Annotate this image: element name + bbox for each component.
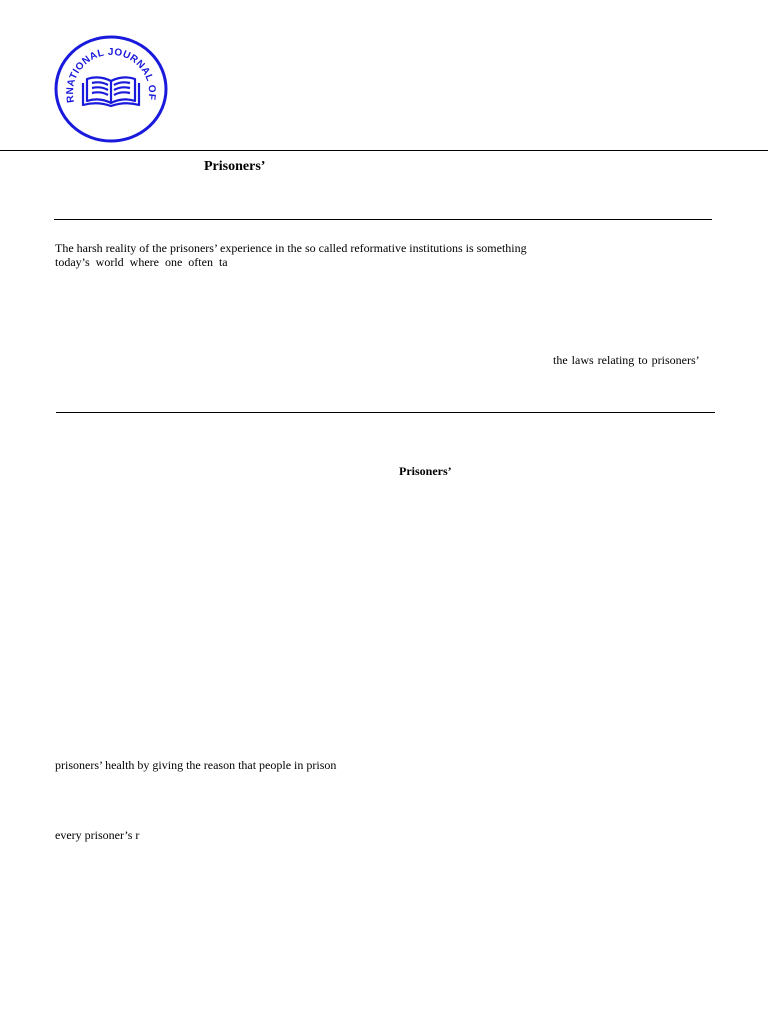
body-line: prisoners’ health by giving the reason that people in prison bbox=[55, 758, 337, 772]
abstract-line: today’s world where one often ta bbox=[55, 255, 228, 269]
abstract-line: The harsh reality of the prisoners’ experience in the so called reformative institutions is something bbox=[55, 241, 527, 255]
section-heading: Prisoners’ bbox=[399, 464, 452, 478]
seal-text: RNATIONAL JOURNAL OF bbox=[64, 46, 158, 104]
journal-logo bbox=[53, 35, 169, 143]
header-divider bbox=[0, 150, 768, 151]
abstract-line: the laws relating to prisoners’ bbox=[553, 353, 700, 367]
abstract-bottom-divider bbox=[56, 412, 715, 413]
seal-emblem bbox=[53, 35, 169, 143]
body-line: every prisoner’s r bbox=[55, 828, 140, 842]
article-title: Prisoners’ bbox=[204, 159, 266, 174]
abstract-top-divider bbox=[54, 219, 712, 220]
